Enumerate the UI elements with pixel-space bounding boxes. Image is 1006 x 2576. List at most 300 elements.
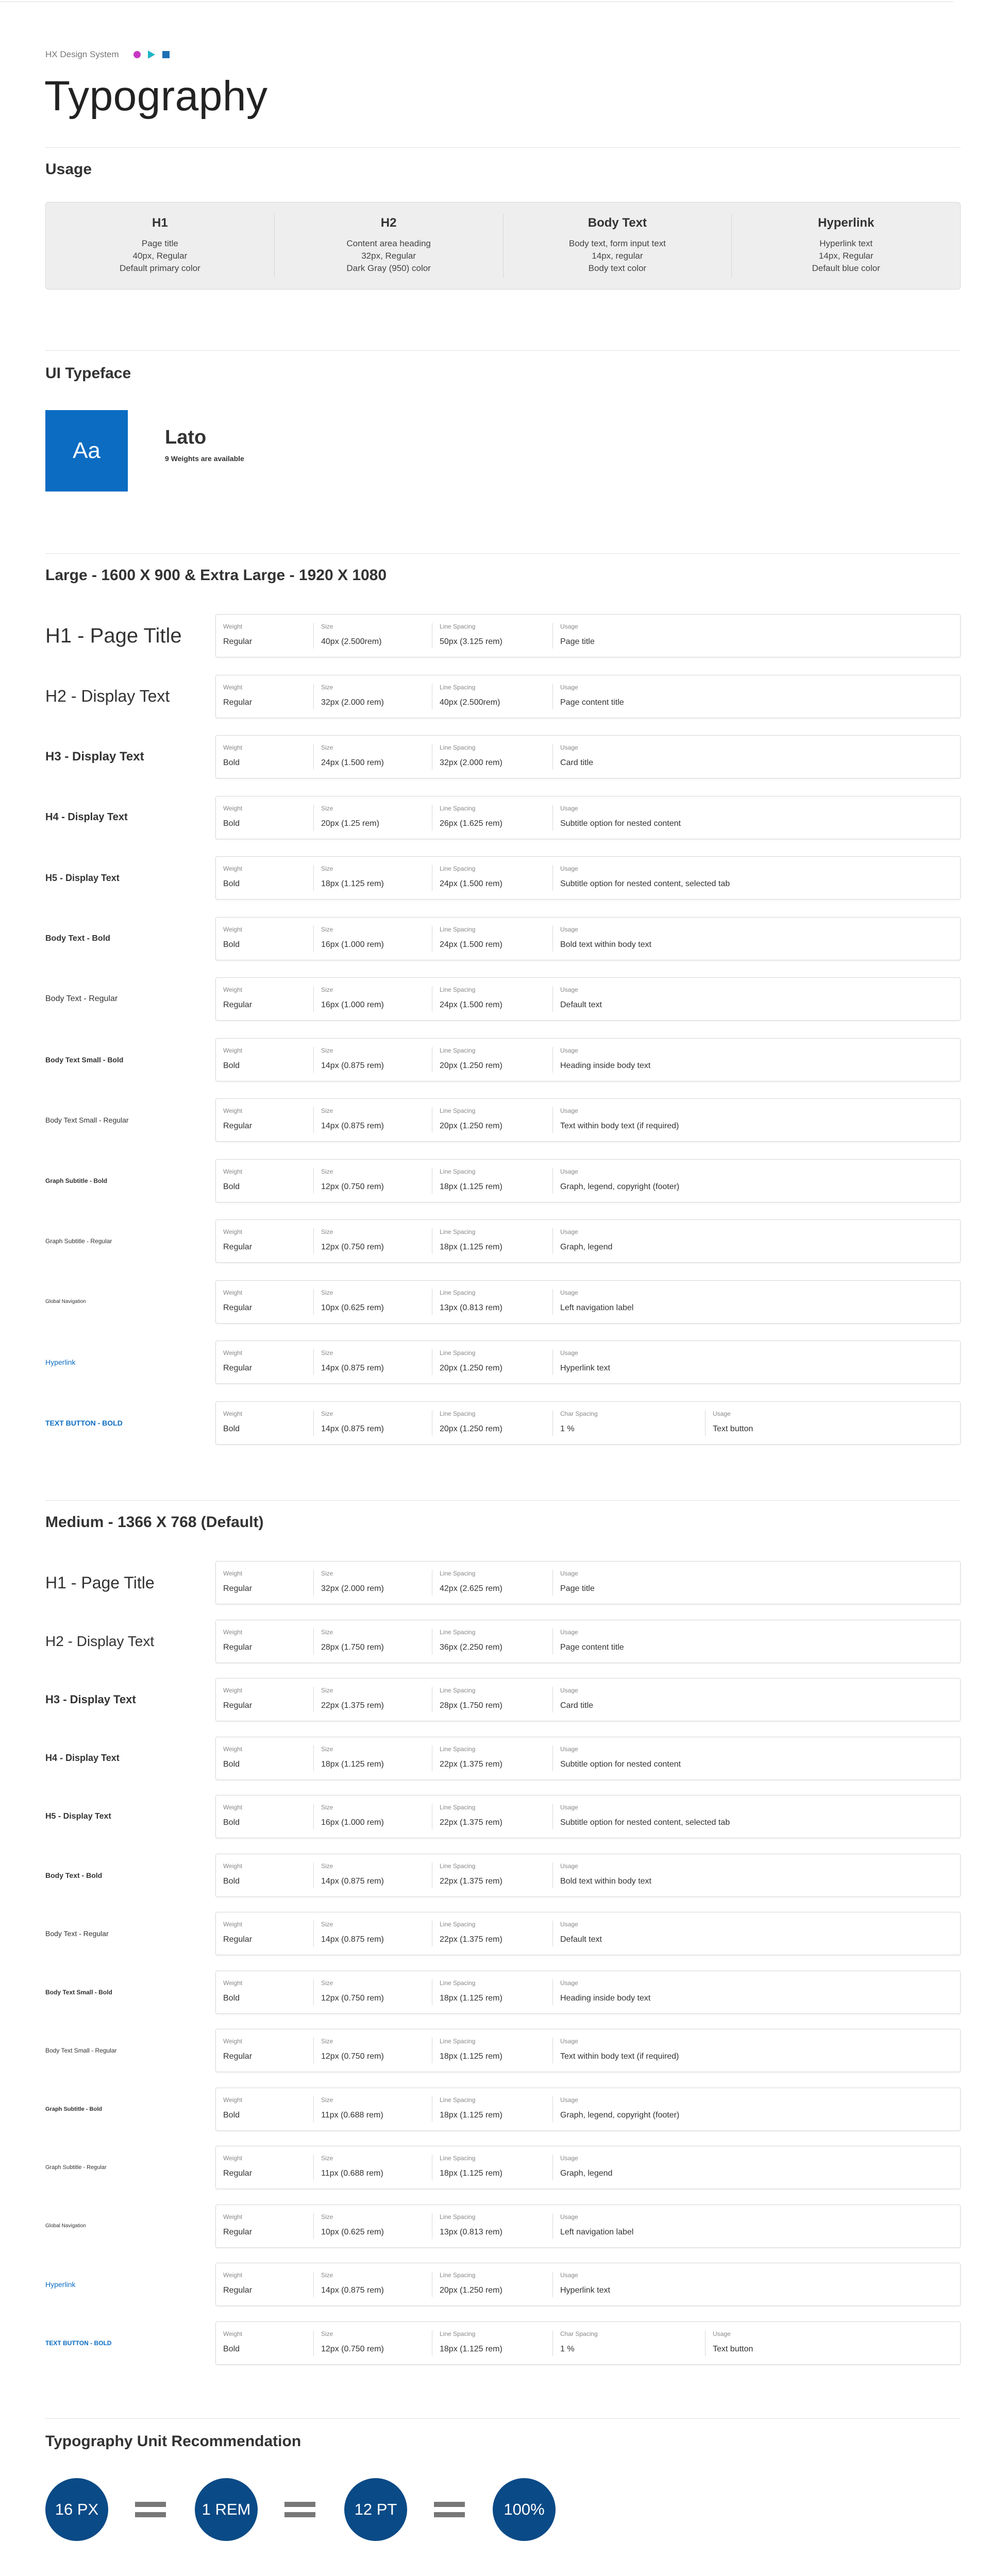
spec-row [45, 1561, 961, 1604]
usage-line: Dark Gray (950) color [346, 263, 431, 273]
spec-row [45, 2029, 961, 2072]
cell-value: Default text [560, 1935, 602, 1944]
cell-header: Usage [560, 1979, 578, 1987]
cell-header: Line Spacing [440, 1107, 476, 1114]
cell-value: 14px (0.875 rem) [321, 1935, 384, 1944]
cell-value: 13px (0.813 rem) [440, 1303, 502, 1312]
cell-header: Weight [223, 1167, 243, 1175]
spec-cell-line-spacing [432, 926, 553, 952]
spec-label: Body Text Small - Regular [45, 2047, 117, 2054]
spec-cell-weight [216, 2155, 314, 2180]
cell-value: Subtitle option for nested content, selected tab [560, 1818, 730, 1827]
spec-cell-size [314, 926, 432, 952]
cell-header: Line Spacing [440, 623, 476, 630]
spec-cell-line-spacing [432, 1629, 553, 1654]
spec-cell-usage [553, 1349, 955, 1375]
spec-box [215, 1038, 961, 1081]
spec-cell-usage [553, 2096, 955, 2122]
spec-cell-line-spacing [432, 684, 553, 709]
spec-cell-size [314, 1804, 432, 1829]
spec-cell-size [314, 1228, 432, 1254]
spec-cell-line-spacing [432, 1349, 553, 1375]
spec-box [215, 2205, 961, 2248]
typeface-sample: Aa [45, 410, 128, 492]
spec-cell-line-spacing [432, 1804, 553, 1829]
cell-value: Text within body text (if required) [560, 1122, 679, 1130]
cell-value: 20px (1.250 rem) [440, 2286, 502, 2295]
spec-row [45, 1159, 961, 1202]
large-breakpoint-title: Large - 1600 X 900 & Extra Large - 1920 X 1080 [45, 567, 387, 584]
cell-header: Usage [713, 1410, 731, 1417]
spec-row [45, 1098, 961, 1142]
spec-cell-usage [553, 2155, 955, 2180]
cell-value: Regular [223, 2169, 253, 2178]
spec-row [45, 1678, 961, 1721]
spec-cell-size [314, 1629, 432, 1654]
cell-header: Char Spacing [560, 1410, 598, 1417]
divider [45, 350, 961, 351]
cell-value: 28px (1.750 rem) [321, 1642, 384, 1652]
spec-cell-weight [216, 1687, 314, 1713]
spec-cell-usage [553, 1745, 955, 1771]
usage-line: Default blue color [812, 263, 880, 273]
cell-header: Size [321, 744, 333, 751]
cell-value: Regular [223, 2052, 253, 2061]
spec-label: H5 - Display Text [45, 872, 120, 883]
typeface-title: UI Typeface [45, 365, 131, 382]
spec-box [215, 1971, 961, 2014]
spec-cell-usage [553, 684, 955, 709]
spec-row [45, 1795, 961, 1838]
cell-header: Line Spacing [440, 1289, 476, 1296]
cell-value: 18px (1.125 rem) [440, 2344, 502, 2353]
cell-header: Size [321, 1349, 333, 1357]
top-rule [0, 0, 953, 2]
spec-row [45, 614, 961, 657]
cell-header: Size [321, 1410, 333, 1417]
page-title: Typography [44, 73, 268, 120]
cell-header: Line Spacing [440, 1687, 476, 1694]
cell-value: Graph, legend [560, 2169, 613, 2178]
cell-header: Weight [223, 1289, 243, 1296]
cell-value: Page title [560, 1584, 595, 1593]
magenta-circle-icon [133, 51, 141, 58]
cell-header: Line Spacing [440, 2155, 476, 2162]
cell-value: Graph, legend, copyright (footer) [560, 1182, 680, 1191]
spec-row [45, 856, 961, 900]
spec-cell-weight [216, 1349, 314, 1375]
spec-label: Body Text - Bold [45, 934, 110, 943]
spec-cell-line-spacing [432, 1107, 553, 1133]
spec-row [45, 1038, 961, 1081]
cell-header: Size [321, 1228, 333, 1235]
spec-cell-usage [553, 2272, 955, 2297]
cell-header: Usage [713, 2330, 731, 2337]
spec-cell-size [314, 623, 432, 649]
spec-cell-line-spacing [432, 744, 553, 770]
usage-card [45, 202, 961, 290]
cell-header: Usage [560, 1289, 578, 1296]
cell-value: Graph, legend [560, 1243, 613, 1251]
cell-value: Page title [560, 637, 595, 646]
cell-value: Bold [223, 879, 240, 888]
cell-value: Bold text within body text [560, 1876, 651, 1886]
cell-header: Weight [223, 1107, 243, 1114]
cell-value: 32px (2.000 rem) [321, 1584, 384, 1593]
usage-title: Usage [45, 161, 92, 178]
spec-cell-usage [553, 865, 955, 891]
spec-cell-size [314, 2038, 432, 2063]
cell-header: Size [321, 2038, 333, 2045]
spec-cell-weight [216, 1570, 314, 1596]
cell-header: Line Spacing [440, 2272, 476, 2279]
cell-value: 1 % [560, 2344, 575, 2353]
spec-cell-weight [216, 2096, 314, 2122]
spec-cell-line-spacing [432, 865, 553, 891]
cell-value: 12px (0.750 rem) [321, 2344, 384, 2353]
spec-box [215, 675, 961, 718]
cell-value: 22px (1.375 rem) [321, 1701, 384, 1710]
cell-value: 22px (1.375 rem) [440, 1935, 502, 1944]
spec-row [45, 675, 961, 718]
cell-value: Regular [223, 698, 253, 707]
cell-header: Usage [560, 2038, 578, 2045]
cell-header: Size [321, 1745, 333, 1753]
spec-row [45, 1280, 961, 1324]
cell-header: Weight [223, 1410, 243, 1417]
cell-value: 12px (0.750 rem) [321, 1993, 384, 2003]
cell-header: Usage [560, 804, 578, 812]
cell-header: Line Spacing [440, 1410, 476, 1417]
cell-value: 12px (0.750 rem) [321, 1182, 384, 1191]
cell-header: Line Spacing [440, 744, 476, 751]
cell-header: Weight [223, 1804, 243, 1811]
cell-header: Line Spacing [440, 1804, 476, 1811]
cell-value: Page content title [560, 1642, 624, 1652]
cell-value: 42px (2.625 rem) [440, 1584, 502, 1593]
spec-label: Hyperlink [45, 1358, 76, 1366]
spec-box [215, 2321, 961, 2365]
usage-column-h2 [275, 214, 504, 278]
spec-row [45, 2146, 961, 2189]
brand-header [45, 49, 170, 60]
spec-cell-char-spacing [553, 1410, 706, 1436]
usage-column-hyperlink [732, 214, 960, 278]
spec-cell-usage [553, 1168, 955, 1194]
spec-label: H5 - Display Text [45, 1812, 111, 1821]
spec-cell-line-spacing [432, 1687, 553, 1713]
cell-value: Text button [713, 2344, 753, 2353]
cell-value: Subtitle option for nested content [560, 1759, 681, 1769]
cell-header: Weight [223, 683, 243, 691]
cell-header: Size [321, 1289, 333, 1296]
cell-value: Left navigation label [560, 2227, 634, 2236]
spec-cell-usage [553, 1862, 955, 1888]
divider [45, 553, 961, 554]
spec-label: Body Text Small - Bold [45, 1988, 112, 1996]
spec-cell-line-spacing [432, 1047, 553, 1073]
spec-row [45, 1912, 961, 1955]
spec-cell-weight [216, 2038, 314, 2063]
cell-header: Usage [560, 744, 578, 751]
cell-header: Line Spacing [440, 2330, 476, 2337]
spec-label: TEXT BUTTON - BOLD [45, 1418, 123, 1427]
cell-value: Default text [560, 1001, 602, 1009]
spec-cell-line-spacing [432, 1862, 553, 1888]
brand-name: HX Design System [45, 49, 119, 59]
medium-breakpoint-title: Medium - 1366 X 768 (Default) [45, 1514, 264, 1531]
cell-value: Regular [223, 1701, 253, 1710]
cell-value: 40px (2.500rem) [321, 637, 382, 646]
spec-cell-size [314, 2155, 432, 2180]
spec-box [215, 1912, 961, 1955]
spec-cell-usage [553, 744, 955, 770]
spec-box [215, 614, 961, 657]
spec-cell-usage [553, 1979, 955, 2005]
spec-cell-line-spacing [432, 1979, 553, 2005]
unit-pt: 12 PT [344, 2478, 407, 2541]
spec-box [215, 977, 961, 1021]
cell-header: Usage [560, 2213, 578, 2221]
cell-header: Weight [223, 623, 243, 630]
spec-box [215, 1219, 961, 1263]
cell-header: Usage [560, 1921, 578, 1928]
spec-box [215, 2146, 961, 2189]
spec-label: Body Text - Regular [45, 994, 118, 1003]
spec-row [45, 735, 961, 778]
cell-value: 18px (1.125 rem) [440, 2169, 502, 2178]
cell-value: Regular [223, 1642, 253, 1652]
cell-header: Size [321, 2213, 333, 2221]
spec-row [45, 917, 961, 960]
spec-cell-line-spacing [432, 2155, 553, 2180]
cell-value: Hyperlink text [560, 2286, 610, 2295]
spec-box [215, 1341, 961, 1384]
cell-header: Weight [223, 1687, 243, 1694]
cell-header: Weight [223, 744, 243, 751]
cell-header: Weight [223, 1046, 243, 1054]
spec-box [215, 1795, 961, 1838]
cell-header: Size [321, 1862, 333, 1870]
spec-cell-weight [216, 1629, 314, 1654]
cell-value: 20px (1.250 rem) [440, 1122, 502, 1130]
spec-cell-line-spacing [432, 2213, 553, 2239]
spec-box [215, 856, 961, 900]
cell-header: Line Spacing [440, 2038, 476, 2045]
equals-icon [284, 2502, 315, 2517]
cell-value: Regular [223, 2227, 253, 2236]
spec-row [45, 1737, 961, 1780]
cell-header: Weight [223, 2038, 243, 2045]
cell-header: Usage [560, 925, 578, 933]
cell-header: Line Spacing [440, 1167, 476, 1175]
cell-value: 18px (1.125 rem) [440, 1182, 502, 1191]
spec-cell-weight [216, 744, 314, 770]
cell-value: Bold text within body text [560, 940, 651, 949]
usage-line: 40px, Regular [132, 251, 188, 261]
cell-value: 10px (0.625 rem) [321, 1303, 384, 1312]
cell-header: Line Spacing [440, 1349, 476, 1357]
spec-cell-usage [553, 1921, 955, 1946]
cell-header: Usage [560, 1687, 578, 1694]
cell-header: Usage [560, 1745, 578, 1753]
spec-cell-weight [216, 1979, 314, 2005]
spec-label: Graph Subtitle - Regular [45, 2164, 107, 2171]
spec-label: Hyperlink [45, 2280, 76, 2289]
cell-value: Bold [223, 758, 240, 767]
cell-header: Line Spacing [440, 925, 476, 933]
cell-header: Weight [223, 2330, 243, 2337]
spec-cell-usage [706, 2330, 953, 2356]
spec-cell-size [314, 1168, 432, 1194]
spec-cell-size [314, 986, 432, 1012]
teal-triangle-icon [148, 50, 155, 59]
cell-value: 11px (0.688 rem) [321, 2110, 383, 2120]
spec-cell-size [314, 1862, 432, 1888]
cell-value: 26px (1.625 rem) [440, 819, 502, 828]
cell-header: Weight [223, 2272, 243, 2279]
cell-header: Size [321, 1687, 333, 1694]
cell-value: 11px (0.688 rem) [321, 2169, 383, 2178]
cell-value: 40px (2.500rem) [440, 698, 500, 707]
cell-header: Weight [223, 1628, 243, 1636]
cell-header: Size [321, 1046, 333, 1054]
cell-header: Usage [560, 1228, 578, 1235]
spec-cell-weight [216, 623, 314, 649]
cell-header: Weight [223, 2096, 243, 2104]
cell-value: 28px (1.750 rem) [440, 1701, 502, 1710]
spec-cell-size [314, 2213, 432, 2239]
cell-header: Line Spacing [440, 1228, 476, 1235]
cell-value: Page content title [560, 698, 624, 707]
cell-value: 36px (2.250 rem) [440, 1642, 502, 1652]
cell-value: Bold [223, 2344, 240, 2353]
divider [45, 2418, 961, 2419]
spec-cell-usage [553, 926, 955, 952]
cell-value: 20px (1.250 rem) [440, 1364, 502, 1372]
cell-value: 14px (0.875 rem) [321, 1424, 384, 1433]
spec-cell-line-spacing [432, 2038, 553, 2063]
spec-cell-usage [706, 1410, 953, 1436]
cell-header: Usage [560, 1862, 578, 1870]
spec-cell-weight [216, 2213, 314, 2239]
spec-label: H4 - Display Text [45, 811, 128, 823]
cell-header: Line Spacing [440, 2096, 476, 2104]
spec-cell-usage [553, 805, 955, 831]
cell-header: Size [321, 2330, 333, 2337]
cell-value: 24px (1.500 rem) [440, 940, 502, 949]
spec-cell-line-spacing [432, 1289, 553, 1315]
cell-header: Line Spacing [440, 804, 476, 812]
spec-cell-size [314, 1410, 432, 1436]
spec-cell-weight [216, 805, 314, 831]
cell-header: Line Spacing [440, 1862, 476, 1870]
cell-header: Size [321, 1167, 333, 1175]
spec-cell-weight [216, 986, 314, 1012]
usage-line: Body text color [588, 263, 647, 273]
usage-heading: H1 [152, 216, 168, 230]
cell-header: Usage [560, 1804, 578, 1811]
cell-header: Size [321, 2155, 333, 2162]
cell-value: 32px (2.000 rem) [440, 758, 502, 767]
spec-box [215, 1737, 961, 1780]
usage-heading: Hyperlink [817, 216, 875, 230]
spec-label: Global Navigation [45, 2223, 86, 2229]
usage-line: Default primary color [119, 263, 200, 273]
spec-cell-weight [216, 865, 314, 891]
unit-recommendation-title: Typography Unit Recommendation [45, 2433, 301, 2450]
spec-cell-line-spacing [432, 1228, 553, 1254]
spec-box [215, 2263, 961, 2306]
cell-value: Bold [223, 1182, 240, 1191]
cell-header: Usage [560, 683, 578, 691]
cell-header: Usage [560, 2155, 578, 2162]
spec-box [215, 1098, 961, 1142]
spec-label: Body Text Small - Regular [45, 1116, 129, 1124]
spec-cell-weight [216, 1745, 314, 1771]
cell-value: 1 % [560, 1424, 575, 1433]
usage-heading: H2 [380, 216, 397, 230]
spec-cell-size [314, 2272, 432, 2297]
spec-label: H1 - Page Title [45, 624, 182, 647]
spec-box [215, 796, 961, 839]
cell-value: Heading inside body text [560, 1061, 651, 1070]
spec-cell-usage [553, 1629, 955, 1654]
cell-header: Usage [560, 1570, 578, 1577]
cell-header: Size [321, 683, 333, 691]
cell-header: Weight [223, 804, 243, 812]
spec-cell-weight [216, 1921, 314, 1946]
spec-cell-usage [553, 2213, 955, 2239]
usage-line: Page title [141, 239, 178, 248]
typeface-name: Lato [165, 427, 207, 448]
cell-value: Regular [223, 637, 253, 646]
cell-value: Regular [223, 1364, 253, 1372]
spec-cell-size [314, 1107, 432, 1133]
cell-header: Line Spacing [440, 1628, 476, 1636]
cell-header: Size [321, 865, 333, 872]
cell-value: Regular [223, 1122, 253, 1130]
spec-box [215, 2088, 961, 2131]
cell-header: Weight [223, 1979, 243, 1987]
spec-box [215, 1159, 961, 1202]
cell-header: Line Spacing [440, 865, 476, 872]
spec-row [45, 1341, 961, 1384]
equals-icon [135, 2502, 166, 2517]
divider [45, 1500, 961, 1501]
cell-header: Line Spacing [440, 683, 476, 691]
cell-header: Usage [560, 1167, 578, 1175]
cell-header: Usage [560, 2096, 578, 2104]
cell-header: Line Spacing [440, 986, 476, 993]
usage-line: Hyperlink text [819, 239, 873, 248]
spec-row [45, 1620, 961, 1663]
spec-row [45, 2088, 961, 2131]
spec-cell-size [314, 865, 432, 891]
cell-header: Char Spacing [560, 2330, 598, 2337]
spec-cell-size [314, 1047, 432, 1073]
cell-header: Usage [560, 1628, 578, 1636]
unit-percent: 100% [493, 2478, 556, 2541]
spec-cell-weight [216, 684, 314, 709]
usage-column-body-text [504, 214, 732, 278]
equals-icon [434, 2502, 465, 2517]
cell-value: Bold [223, 819, 240, 828]
spec-cell-line-spacing [432, 623, 553, 649]
spec-row [45, 796, 961, 839]
cell-value: Bold [223, 2110, 240, 2120]
cell-header: Size [321, 2272, 333, 2279]
